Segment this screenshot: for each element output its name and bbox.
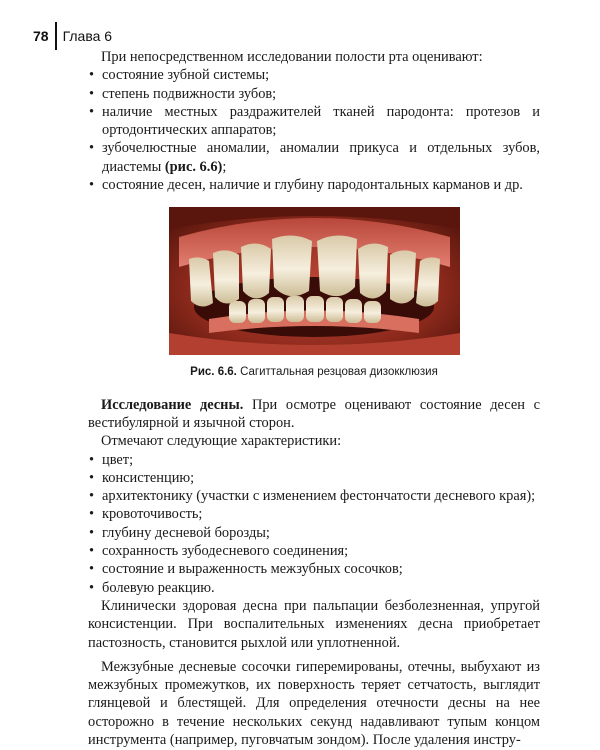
header-divider xyxy=(55,22,57,50)
section-text: При осмотре оценивают состояние десен с вестибулярной и язычной сторон. xyxy=(88,396,540,431)
list-item: • глубину десневой борозды; xyxy=(88,524,540,542)
list-item-tail: ; xyxy=(222,158,227,175)
figure-photo xyxy=(169,207,460,355)
page-number: 78 xyxy=(33,28,49,44)
teeth-photo-illustration xyxy=(169,207,460,355)
characteristics-list xyxy=(88,451,540,597)
page-header xyxy=(33,24,112,48)
page-body xyxy=(88,48,540,749)
intro-paragraph: При непосредственном исследовании полости рта оценивают: xyxy=(101,49,483,65)
figure-caption-text: Сагиттальная резцовая дизокклюзия xyxy=(240,366,438,379)
list-item: • состояние десен, наличие и глубину пародонтальных карманов и др. xyxy=(88,176,540,194)
gum-section-paragraph xyxy=(88,396,540,433)
list-item-text: зубочелюстные аномалии, аномалии прикуса и отдельных зубов, диастемы xyxy=(102,140,540,175)
list-item: • сохранность зубодесневого соединения; xyxy=(88,542,540,560)
list-item: • цвет; xyxy=(88,451,540,469)
list-item: • архитектонику (участки с изменением фестончатости десневого края); xyxy=(88,487,540,505)
list-item: • кровоточивость; xyxy=(88,505,540,523)
figure-caption-label: Рис. 6.6. xyxy=(190,366,237,379)
figure-reference: (рис. 6.6) xyxy=(164,158,223,175)
section-heading: Исследование десны. xyxy=(101,396,244,413)
figure-caption xyxy=(88,363,540,381)
list-item: • состояние зубной системы; xyxy=(88,66,540,84)
examination-list xyxy=(88,66,540,194)
list-item: • болевую реакцию. xyxy=(88,579,540,597)
list-item: • состояние и выраженность межзубных сосочков; xyxy=(88,560,540,578)
list-item: • степень подвижности зубов; xyxy=(88,85,540,103)
chapter-title: Глава 6 xyxy=(62,28,113,44)
body-paragraph: Межзубные десневые сосочки гиперемированы, отечны, выбухают из межзубных промежутков, их поверхность теряет сетчатость, выглядит глянцевой и блестящей. Для определения отечности десны на нее осторожно в течение нескольких секунд надавливают тупым концом инструмента (например, пуговчатым зондом). После удаления инстру- xyxy=(88,658,540,749)
list-item xyxy=(88,139,540,176)
characteristics-intro: Отмечают следующие характеристики: xyxy=(101,433,342,450)
list-item: • наличие местных раздражителей тканей пародонта: протезов и ортодонтических аппаратов; xyxy=(88,103,540,140)
list-item: • консистенцию; xyxy=(88,469,540,487)
body-paragraph: Клинически здоровая десна при пальпации безболезненная, упругой консистенции. При воспалительных изменениях десна приобретает пастозность, становится рыхлой или уплотненной. xyxy=(88,597,540,651)
